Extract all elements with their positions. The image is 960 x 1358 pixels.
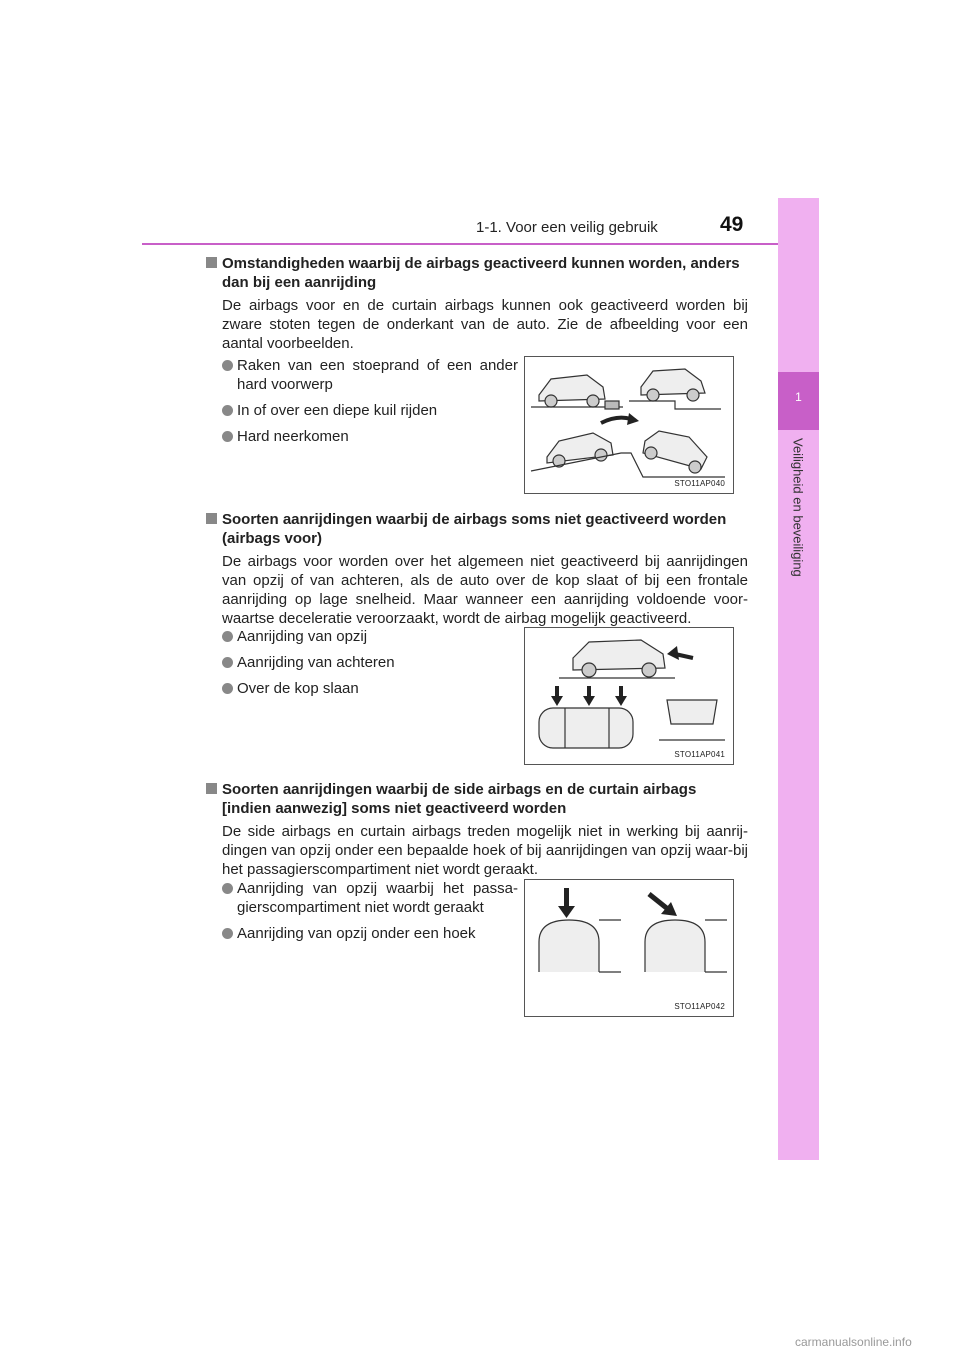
figure-side-angle-impacts (524, 879, 734, 1017)
figure-curb-pothole-landing (524, 356, 734, 494)
section-body: De airbags voor en de curtain airbags kunnen ook geactiveerd worden bij zware stoten tegen de onderkant van de auto. Zie de afbeelding voor een aantal voorbeelden. (222, 297, 748, 352)
running-header: 1-1. Voor een veilig gebruik (476, 219, 658, 236)
section-title: Soorten aanrijdingen waarbij de airbags soms niet geactiveerd worden (airbags voor) (208, 510, 748, 548)
bullet-dot-icon (222, 631, 233, 642)
page-number: 49 (720, 213, 744, 236)
list-item: Aanrijding van opzij onder een hoek (222, 924, 518, 943)
section-side-curtain-airbags-not-activated (208, 780, 748, 879)
square-bullet-icon (206, 513, 217, 524)
bullet-dot-icon (222, 928, 233, 939)
header-divider (142, 243, 818, 245)
figure-label: STO11AP041 (674, 750, 725, 759)
chapter-number: 1 (795, 390, 802, 404)
list-item: Over de kop slaan (222, 679, 518, 698)
collision-types-illustration (525, 628, 733, 764)
chapter-title: Veiligheid en beveiliging (790, 438, 806, 577)
figure-side-rear-rollover (524, 627, 734, 765)
section-title: Soorten aanrijdingen waarbij de side airbags en de curtain airbags [indien aanwezig] soms niet geactiveerd worden (208, 780, 748, 818)
list-item: Aanrijding van opzij waarbij het passa-gierscompartiment niet wordt geraakt (222, 879, 518, 917)
bullet-dot-icon (222, 657, 233, 668)
list-item: In of over een diepe kuil rijden (222, 401, 518, 420)
bullet-list (222, 356, 518, 453)
figure-label: STO11AP040 (674, 479, 725, 488)
car-impact-illustration (525, 357, 733, 493)
bullet-dot-icon (222, 883, 233, 894)
watermark: carmanualsonline.info (795, 1335, 912, 1349)
list-item: Raken van een stoeprand of een ander hard voorwerp (222, 356, 518, 394)
bullet-dot-icon (222, 431, 233, 442)
chapter-side-tab (778, 198, 819, 1160)
section-front-airbags-not-activated (208, 510, 748, 628)
section-body: De airbags voor worden over het algemeen niet geactiveerd bij aanrijdingen van opzij of van achteren, als de auto over de kop slaat of bij een frontale aanrijding op lage snelheid. Maar wanneer een aanrijding voldoende voor-waartse deceleratie veroorzaakt, wordt de airbag mogelijk geactiveerd. (222, 553, 748, 627)
bullet-dot-icon (222, 683, 233, 694)
bullet-list (222, 627, 518, 705)
section-body: De side airbags en curtain airbags treden mogelijk niet in werking bij aanrij-dingen van opzij onder een bepaalde hoek of bij aanrijdingen van opzij waar-bij het passagierscompartiment niet wordt geraakt. (222, 823, 748, 878)
bullet-dot-icon (222, 405, 233, 416)
list-item: Aanrijding van achteren (222, 653, 518, 672)
side-impact-illustration (525, 880, 733, 1016)
square-bullet-icon (206, 783, 217, 794)
figure-label: STO11AP042 (674, 1002, 725, 1011)
bullet-dot-icon (222, 360, 233, 371)
list-item: Hard neerkomen (222, 427, 518, 446)
square-bullet-icon (206, 257, 217, 268)
section-title: Omstandigheden waarbij de airbags geactiveerd kunnen worden, anders dan bij een aanrijding (208, 254, 748, 292)
list-item: Aanrijding van opzij (222, 627, 518, 646)
section-non-collision-activation (208, 254, 748, 353)
bullet-list (222, 879, 518, 950)
